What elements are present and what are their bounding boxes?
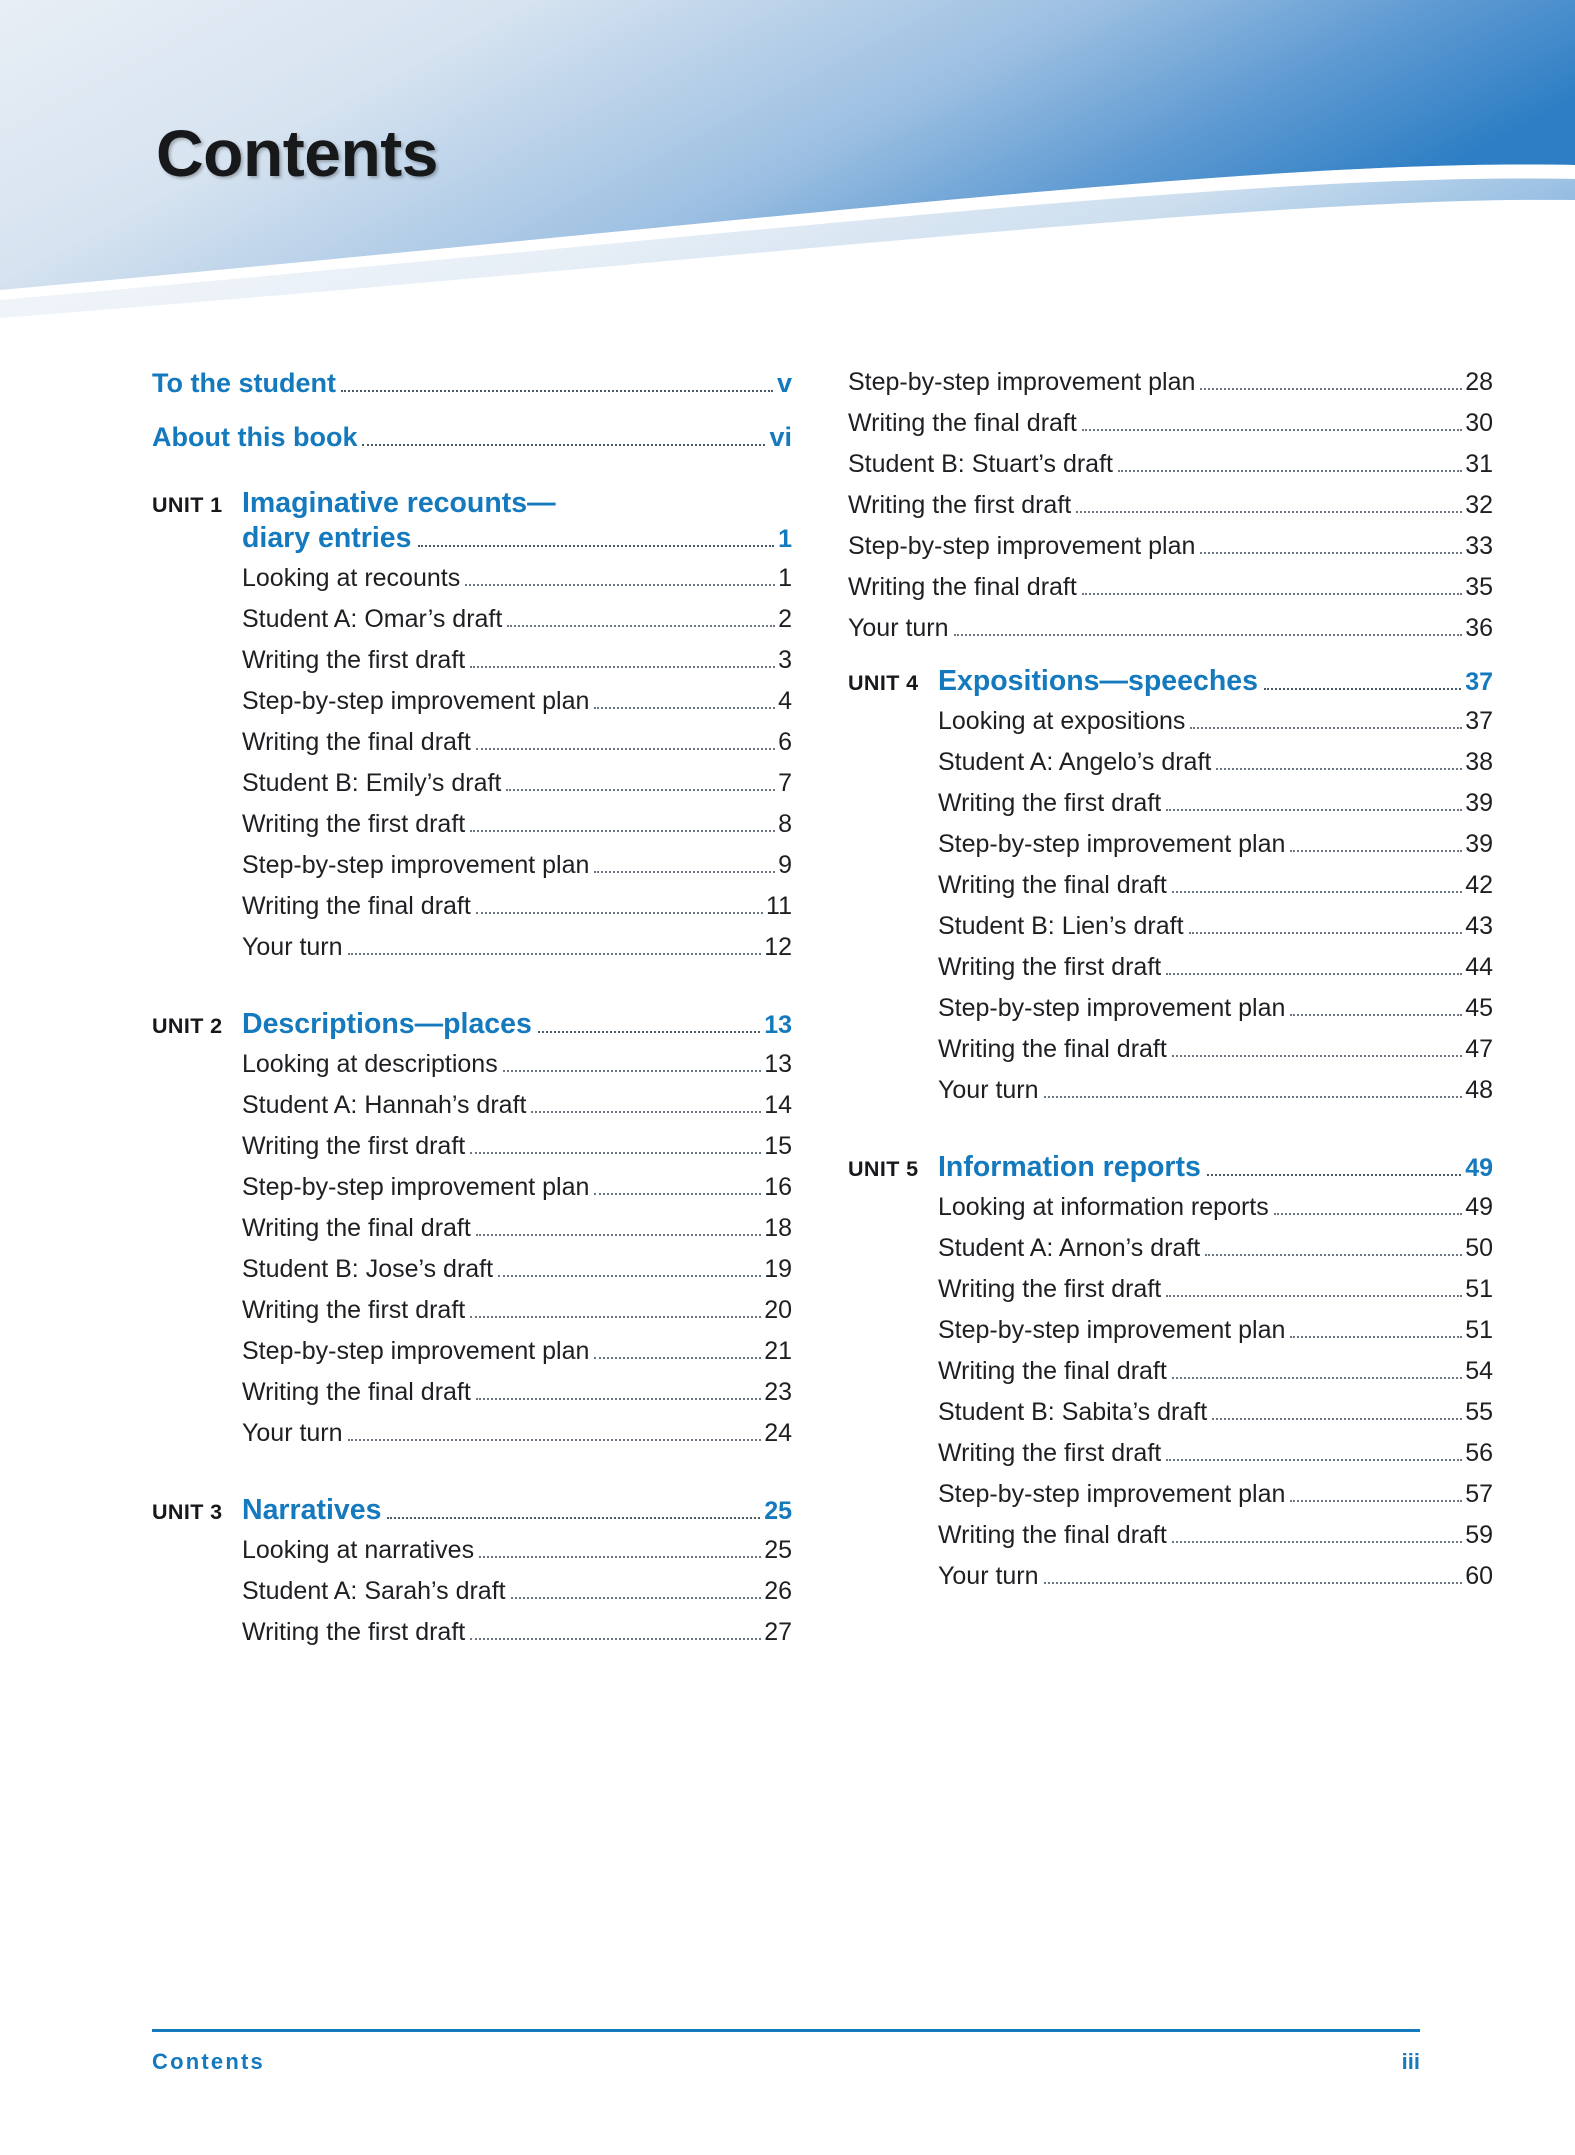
item-page: 11 <box>766 892 792 920</box>
list-item[interactable] <box>938 1234 1493 1263</box>
unit-4-items <box>938 707 1493 1105</box>
leader-dots <box>511 1596 762 1599</box>
toc-unit-3 <box>152 1494 792 1659</box>
leader-dots <box>1166 808 1462 811</box>
list-item[interactable] <box>242 1577 792 1606</box>
item-page: 42 <box>1465 871 1493 899</box>
item-label: Looking at narratives <box>242 1536 475 1564</box>
item-label: Step-by-step improvement plan <box>848 532 1196 560</box>
leader-dots <box>476 911 763 914</box>
list-item[interactable] <box>242 769 792 798</box>
item-page: 7 <box>778 769 792 797</box>
toc-entry-to-the-student[interactable] <box>152 368 792 399</box>
unit-title-line-1 <box>242 1494 792 1527</box>
list-item[interactable] <box>242 1255 792 1284</box>
list-item[interactable] <box>242 1091 792 1120</box>
entry-page: vi <box>769 422 792 452</box>
item-page: 56 <box>1465 1439 1493 1467</box>
leader-dots <box>1290 1013 1462 1016</box>
item-page: 9 <box>778 851 792 879</box>
item-label: Student A: Sarah’s draft <box>242 1577 506 1605</box>
leader-dots <box>476 1233 761 1236</box>
leader-dots <box>1274 1212 1462 1215</box>
page-title: Contents <box>156 116 438 190</box>
list-item[interactable] <box>242 1296 792 1325</box>
item-label: Writing the final draft <box>938 871 1167 899</box>
unit-number: UNIT 3 <box>152 1500 223 1524</box>
leader-dots <box>418 544 775 547</box>
leader-dots <box>1290 849 1462 852</box>
list-item[interactable] <box>242 1419 792 1448</box>
unit-page: 37 <box>1465 668 1493 696</box>
toc-unit-4 <box>848 665 1493 1117</box>
list-item[interactable] <box>938 830 1493 859</box>
item-label: Writing the first draft <box>848 491 1072 519</box>
leader-dots <box>341 389 773 392</box>
item-page: 48 <box>1465 1076 1493 1104</box>
item-label: Looking at descriptions <box>242 1050 498 1078</box>
toc-unit-1 <box>152 487 792 974</box>
leader-dots <box>1044 1581 1463 1584</box>
list-item[interactable] <box>938 748 1493 777</box>
item-label: Looking at information reports <box>938 1193 1269 1221</box>
list-item[interactable] <box>938 1193 1493 1222</box>
leader-dots <box>1200 387 1462 390</box>
item-page: 47 <box>1465 1035 1493 1063</box>
leader-dots <box>1205 1253 1462 1256</box>
item-label: Writing the final draft <box>938 1521 1167 1549</box>
leader-dots <box>1082 428 1462 431</box>
footer-divider <box>152 2029 1420 2032</box>
item-page: 25 <box>764 1536 792 1564</box>
leader-dots <box>470 665 775 668</box>
list-item[interactable] <box>938 1562 1493 1591</box>
unit-page: 1 <box>778 525 792 553</box>
item-label: Student A: Angelo’s draft <box>938 748 1212 776</box>
item-label: Your turn <box>938 1076 1039 1104</box>
item-label: Writing the final draft <box>242 1214 471 1242</box>
list-item[interactable] <box>938 912 1493 941</box>
unit-2-items <box>242 1050 792 1448</box>
leader-dots <box>476 1397 761 1400</box>
item-label: Student B: Stuart’s draft <box>848 450 1113 478</box>
item-page: 15 <box>764 1132 792 1160</box>
unit-1-items <box>242 564 792 962</box>
list-item[interactable] <box>938 1316 1493 1345</box>
leader-dots <box>1200 551 1462 554</box>
unit-heading[interactable] <box>848 665 1493 1117</box>
item-label: Your turn <box>938 1562 1039 1590</box>
item-page: 6 <box>778 728 792 756</box>
item-label: Writing the first draft <box>938 789 1162 817</box>
list-item[interactable] <box>242 1132 792 1161</box>
leader-dots <box>1172 1376 1462 1379</box>
item-label: Step-by-step improvement plan <box>242 851 590 879</box>
unit-heading[interactable] <box>152 1008 792 1460</box>
leader-dots <box>506 788 775 791</box>
leader-dots <box>1207 1173 1461 1176</box>
item-page: 20 <box>764 1296 792 1324</box>
list-item[interactable] <box>848 450 1493 479</box>
unit-number: UNIT 2 <box>152 1014 223 1038</box>
leader-dots <box>954 633 1463 636</box>
leader-dots <box>470 829 775 832</box>
item-label: Step-by-step improvement plan <box>938 830 1286 858</box>
list-item[interactable] <box>242 1378 792 1407</box>
unit-title-cont: diary entries <box>242 522 412 554</box>
item-page: 45 <box>1465 994 1493 1022</box>
item-label: Writing the final draft <box>848 573 1077 601</box>
unit-title-line-1 <box>938 665 1493 698</box>
item-page: 21 <box>764 1337 792 1365</box>
item-label: Looking at recounts <box>242 564 461 592</box>
leader-dots <box>1044 1095 1463 1098</box>
item-page: 2 <box>778 605 792 633</box>
leader-dots <box>476 747 775 750</box>
leader-dots <box>594 1356 761 1359</box>
leader-dots <box>1172 1054 1462 1057</box>
leader-dots <box>1216 767 1462 770</box>
leader-dots <box>1172 890 1462 893</box>
footer-page-number: iii <box>1401 2049 1420 2074</box>
list-item[interactable] <box>938 1439 1493 1468</box>
item-label: Writing the first draft <box>242 1132 466 1160</box>
item-label: Writing the first draft <box>242 810 466 838</box>
unit-heading[interactable] <box>152 1494 792 1659</box>
item-label: Student B: Jose’s draft <box>242 1255 494 1283</box>
unit-title-line-1 <box>938 1151 1493 1184</box>
item-page: 16 <box>764 1173 792 1201</box>
item-page: 33 <box>1465 532 1493 560</box>
item-page: 39 <box>1465 830 1493 858</box>
item-label: Step-by-step improvement plan <box>938 1316 1286 1344</box>
list-item[interactable] <box>242 646 792 675</box>
leader-dots <box>1166 972 1462 975</box>
item-page: 50 <box>1465 1234 1493 1262</box>
list-item[interactable] <box>938 953 1493 982</box>
item-page: 23 <box>764 1378 792 1406</box>
item-label: Student A: Omar’s draft <box>242 605 503 633</box>
item-label: Your turn <box>242 933 343 961</box>
unit-number: UNIT 5 <box>848 1157 919 1181</box>
leader-dots <box>594 1192 761 1195</box>
item-page: 12 <box>764 933 792 961</box>
list-item[interactable] <box>242 810 792 839</box>
list-item[interactable] <box>938 994 1493 1023</box>
item-page: 51 <box>1465 1316 1493 1344</box>
list-item[interactable] <box>242 728 792 757</box>
item-page: 30 <box>1465 409 1493 437</box>
item-label: Writing the final draft <box>848 409 1077 437</box>
leader-dots <box>503 1069 761 1072</box>
leader-dots <box>594 870 775 873</box>
item-label: Writing the final draft <box>242 1378 471 1406</box>
unit-title-line-2 <box>242 522 792 555</box>
list-item[interactable] <box>242 1536 792 1565</box>
leader-dots <box>507 624 775 627</box>
leader-dots <box>1264 687 1461 690</box>
item-page: 27 <box>764 1618 792 1646</box>
unit-5-items <box>938 1193 1493 1591</box>
entry-label: To the student <box>152 368 336 398</box>
item-page: 35 <box>1465 573 1493 601</box>
unit-3-items <box>242 1536 792 1647</box>
leader-dots <box>387 1516 760 1519</box>
leader-dots <box>1166 1458 1462 1461</box>
list-item[interactable] <box>848 368 1493 397</box>
item-page: 18 <box>764 1214 792 1242</box>
item-page: 26 <box>764 1577 792 1605</box>
item-page: 54 <box>1465 1357 1493 1385</box>
item-page: 49 <box>1465 1193 1493 1221</box>
list-item[interactable] <box>938 1076 1493 1105</box>
leader-dots <box>498 1274 761 1277</box>
list-item[interactable] <box>848 491 1493 520</box>
leader-dots <box>479 1555 761 1558</box>
list-item[interactable] <box>938 707 1493 736</box>
item-page: 43 <box>1465 912 1493 940</box>
entry-label: About this book <box>152 422 358 452</box>
leader-dots <box>1082 592 1462 595</box>
unit-title: Information reports <box>938 1151 1201 1183</box>
leader-dots <box>465 583 775 586</box>
leader-dots <box>538 1030 760 1033</box>
list-item[interactable] <box>938 789 1493 818</box>
item-label: Your turn <box>242 1419 343 1447</box>
list-item[interactable] <box>848 573 1493 602</box>
leader-dots <box>1166 1294 1462 1297</box>
item-label: Student A: Hannah’s draft <box>242 1091 527 1119</box>
leader-dots <box>348 1438 762 1441</box>
item-label: Student B: Emily’s draft <box>242 769 502 797</box>
unit-title: Imaginative recounts— <box>242 487 556 519</box>
list-item[interactable] <box>938 871 1493 900</box>
list-item[interactable] <box>242 851 792 880</box>
item-label: Step-by-step improvement plan <box>242 1173 590 1201</box>
item-label: Looking at expositions <box>938 707 1186 735</box>
item-page: 36 <box>1465 614 1493 642</box>
item-page: 60 <box>1465 1562 1493 1590</box>
item-page: 57 <box>1465 1480 1493 1508</box>
toc-entry-about-this-book[interactable] <box>152 422 792 453</box>
item-page: 39 <box>1465 789 1493 817</box>
item-page: 13 <box>764 1050 792 1078</box>
item-page: 14 <box>764 1091 792 1119</box>
list-item[interactable] <box>242 1618 792 1647</box>
list-item[interactable] <box>938 1480 1493 1509</box>
item-label: Writing the first draft <box>938 1439 1162 1467</box>
list-item[interactable] <box>242 892 792 921</box>
list-item[interactable] <box>242 933 792 962</box>
leader-dots <box>1290 1335 1462 1338</box>
item-label: Your turn <box>848 614 949 642</box>
item-label: Student A: Arnon’s draft <box>938 1234 1201 1262</box>
list-item[interactable] <box>242 564 792 593</box>
item-page: 8 <box>778 810 792 838</box>
item-page: 31 <box>1465 450 1493 478</box>
item-page: 44 <box>1465 953 1493 981</box>
leader-dots <box>1076 510 1462 513</box>
item-label: Writing the final draft <box>242 892 471 920</box>
leader-dots <box>531 1110 761 1113</box>
leader-dots <box>1189 931 1463 934</box>
unit-title: Descriptions—places <box>242 1008 532 1040</box>
unit-title: Expositions—speeches <box>938 665 1258 697</box>
list-item[interactable] <box>242 687 792 716</box>
list-item[interactable] <box>242 1050 792 1079</box>
unit-page: 13 <box>764 1011 792 1039</box>
unit-heading[interactable] <box>152 487 792 974</box>
unit-page: 25 <box>764 1497 792 1525</box>
list-item[interactable] <box>242 1173 792 1202</box>
item-page: 37 <box>1465 707 1493 735</box>
item-label: Writing the final draft <box>938 1035 1167 1063</box>
item-page: 51 <box>1465 1275 1493 1303</box>
leader-dots <box>348 952 762 955</box>
leader-dots <box>470 1151 761 1154</box>
item-label: Step-by-step improvement plan <box>938 1480 1286 1508</box>
item-page: 28 <box>1465 368 1493 396</box>
item-page: 59 <box>1465 1521 1493 1549</box>
unit-title-line-1 <box>242 487 792 520</box>
list-item[interactable] <box>938 1275 1493 1304</box>
leader-dots <box>1190 726 1462 729</box>
item-page: 1 <box>778 564 792 592</box>
item-page: 19 <box>764 1255 792 1283</box>
item-page: 24 <box>764 1419 792 1447</box>
toc-unit-5 <box>848 1151 1493 1603</box>
list-item[interactable] <box>938 1035 1493 1064</box>
item-label: Step-by-step improvement plan <box>242 1337 590 1365</box>
leader-dots <box>1212 1417 1462 1420</box>
list-item[interactable] <box>242 605 792 634</box>
item-label: Step-by-step improvement plan <box>242 687 590 715</box>
unit-title-line-1 <box>242 1008 792 1041</box>
leader-dots <box>470 1637 761 1640</box>
item-label: Writing the final draft <box>242 728 471 756</box>
item-label: Step-by-step improvement plan <box>938 994 1286 1022</box>
unit-heading[interactable] <box>848 1151 1493 1603</box>
footer-section-label: Contents <box>152 2049 265 2074</box>
item-page: 55 <box>1465 1398 1493 1426</box>
list-item[interactable] <box>848 409 1493 438</box>
list-item[interactable] <box>938 1521 1493 1550</box>
toc-column-left <box>152 368 792 1659</box>
page-header-band <box>0 0 1575 345</box>
list-item[interactable] <box>848 532 1493 561</box>
item-page: 38 <box>1465 748 1493 776</box>
entry-page: v <box>776 368 792 398</box>
toc-column-right <box>848 368 1493 1603</box>
item-label: Step-by-step improvement plan <box>848 368 1196 396</box>
toc-unit-2 <box>152 1008 792 1460</box>
item-label: Writing the first draft <box>242 1618 466 1646</box>
list-item[interactable] <box>242 1214 792 1243</box>
item-label: Student B: Sabita’s draft <box>938 1398 1208 1426</box>
unit-title: Narratives <box>242 1494 382 1526</box>
leader-dots <box>1118 469 1462 472</box>
leader-dots <box>470 1315 761 1318</box>
unit-3-items-continued <box>848 368 1493 643</box>
item-label: Writing the first draft <box>938 1275 1162 1303</box>
item-label: Writing the final draft <box>938 1357 1167 1385</box>
unit-number: UNIT 1 <box>152 493 223 517</box>
leader-dots <box>594 706 775 709</box>
leader-dots <box>362 443 765 446</box>
unit-number: UNIT 4 <box>848 671 919 695</box>
list-item[interactable] <box>242 1337 792 1366</box>
item-label: Writing the first draft <box>242 646 466 674</box>
item-page: 3 <box>778 646 792 674</box>
item-label: Writing the first draft <box>242 1296 466 1324</box>
list-item[interactable] <box>938 1398 1493 1427</box>
list-item[interactable] <box>938 1357 1493 1386</box>
leader-dots <box>1290 1499 1462 1502</box>
unit-page: 49 <box>1465 1154 1493 1182</box>
item-label: Student B: Lien’s draft <box>938 912 1184 940</box>
list-item[interactable] <box>848 614 1493 643</box>
item-label: Writing the first draft <box>938 953 1162 981</box>
item-page: 4 <box>778 687 792 715</box>
leader-dots <box>1172 1540 1462 1543</box>
item-page: 32 <box>1465 491 1493 519</box>
